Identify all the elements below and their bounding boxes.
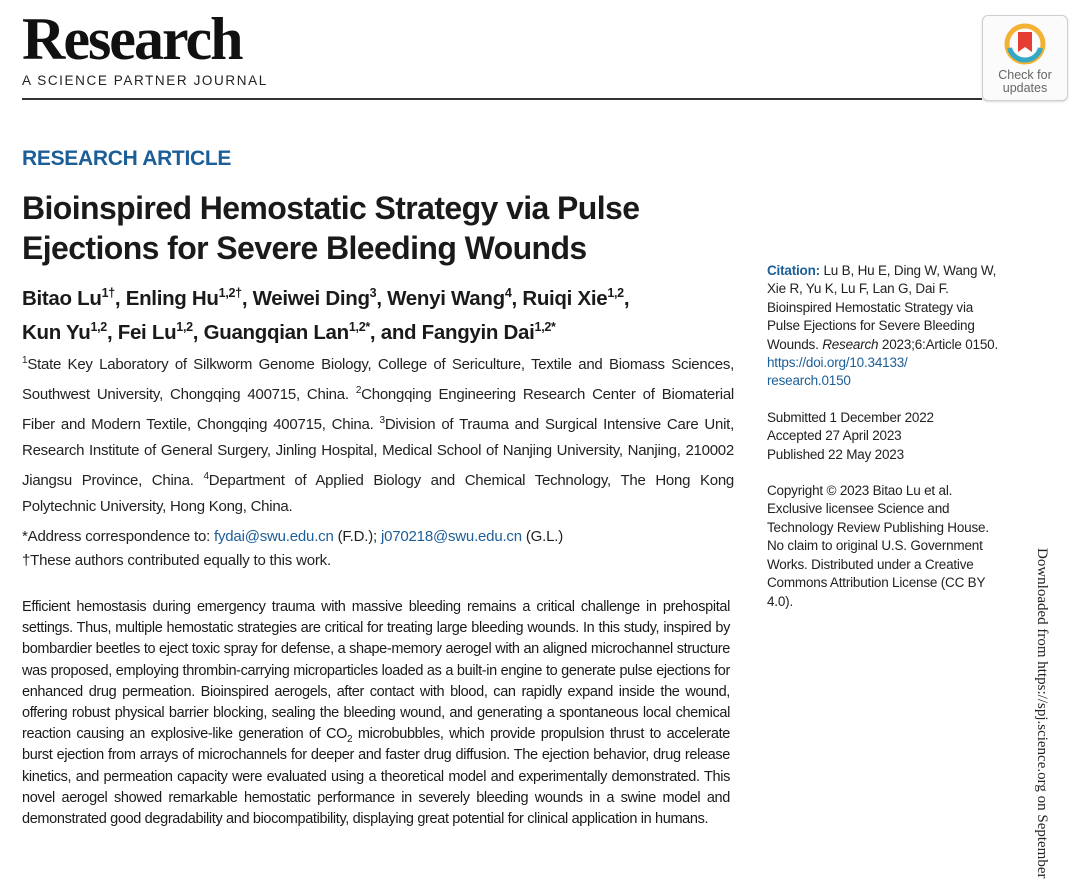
equal-contribution-note: †These authors contributed equally to this work.	[22, 552, 331, 569]
journal-name: Research	[22, 6, 242, 72]
affiliation: Division of Trauma and Surgical Intensive Care Unit, Research Institute of General Surgery, Jinling Hospital, Medical School of Nanjing University, Nanjing, 210002 Jiangsu Province, China.	[22, 416, 734, 489]
author: Wenyi Wang$^4$,	[387, 286, 523, 310]
affiliation: Department of Applied Biology and Chemical Technology, The Hong Kong Polytechnic University, Hong Kong, China.	[22, 472, 734, 515]
article-type-label: RESEARCH ARTICLE	[22, 147, 232, 170]
abstract: Efficient hemostasis during emergency trauma with massive bleeding remains a critical challenge in prehospital settings. Thus, multiple hemostatic strategies are critical for treating large bleeding wounds. In this study, inspired by bombardier beetles to eject toxic spray for defense, a shape-memory aerogel with an aligned microchannel structure was proposed, employing thrombin-carrying microparticles loaded as a built-in engine to generate pulse ejections for enhanced drug permeation. Bioinspired aerogels, after contact with blood, can rapidly expand inside the wound, offering robust physical barrier blocking, sealing the bleeding wound, and generating a spontaneous local chemical reaction causing an explosive-like generation of $CO_2$ microbubbles, which provide propulsion thrust to accelerate burst ejection from arrays of microchannels for deeper and faster drug diffusion. The ejection behavior, drug release kinetics, and permeation capacity were evaluated using a theoretical model and experimentally demonstrated. This novel aerogel showed remarkable hemostatic performance in severely bleeding wounds in a swine model and demonstrated good degradability and biocompatibility, displaying great potential for clinical application in humans.	[22, 599, 731, 828]
check-for-updates-button[interactable]	[982, 15, 1068, 101]
author: Ruiqi Xie$^{1,2}$,	[522, 286, 630, 310]
author-list	[22, 279, 742, 347]
author: Enling $Hu^{1,2\dagger}$,	[125, 286, 253, 310]
doi-link[interactable]: https://doi.org/10.34133/ research.0150	[767, 355, 908, 389]
publication-dates	[767, 409, 1007, 464]
download-watermark: Downloaded from https://spj.science.org on September	[1034, 548, 1050, 879]
citation-sidebar	[767, 262, 1007, 611]
copyright-notice: Copyright © 2023 Bitao Lu et al. Exclusive licensee Science and Technology Review Publishing House. No claim to original U.S. Government Works. Distributed under a Creative Commons Attribution License (CC BY 4.0).	[767, 483, 989, 609]
bookmark-ring-icon	[1003, 22, 1047, 66]
correspondence-block	[22, 525, 734, 573]
check-for-updates-label: Check for updates	[998, 68, 1052, 95]
email-link-lan[interactable]: j070218@swu.edu.cn	[380, 528, 522, 545]
author: Weiwei Ding$^3$,	[252, 286, 388, 310]
article-title: Bioinspired Hemostatic Strategy via Pulse Ejections for Severe Bleeding Wounds	[22, 190, 640, 266]
correspondence-line: *Address correspondence to: fydai@swu.edu.cn (F.D.); j070218@swu.edu.cn (G.L.)	[22, 528, 563, 545]
author: Fei Lu$^{1,2}$,	[117, 319, 204, 344]
affiliations: $^1$State Key Laboratory of Silkworm Genome Biology, College of Sericulture, Textile and Biomass Sciences, Southwest University, Chongqing 400715, China. $^2$Chongqing Engineering Research Center of Biomaterial Fiber and Modern Textile, Chongqing 400715, China. $^3$Division of Trauma and Surgical Intensive Care Unit, Research Institute of General Surgery, Jinling Hospital, Medical School of Nanjing University, Nanjing, 210002 Jiangsu Province, China. $^4$Department of Applied Biology and Chemical Technology, The Hong Kong Polytechnic University, Hong Kong, China.	[22, 355, 735, 515]
accepted-date: Accepted 27 April 2023	[767, 428, 902, 444]
author: Fangyin Dai$^{1,2*}$	[421, 319, 556, 344]
citation: Citation: Lu B, Hu E, Ding W, Wang W, Xie R, Yu K, Lu F, Lan G, Dai F. Bioinspired Hemostatic Strategy via Pulse Ejections for Severe Bleeding Wounds. Research 2023;6:Article 0150. https://doi.org/10.34133/ research.0150	[767, 263, 999, 389]
author: Bitao $Lu^{1\dagger}$,	[22, 286, 126, 310]
author: Guangqian Lan$^{1,2*}$, and	[203, 319, 422, 344]
author: Kun Yu$^{1,2}$,	[22, 319, 118, 344]
email-link-dai[interactable]: fydai@swu.edu.cn	[214, 528, 334, 545]
submitted-date: Submitted 1 December 2022	[767, 409, 934, 425]
citation-label: Citation:	[767, 263, 820, 278]
affiliation: State Key Laboratory of Silkworm Genome Biology, College of Sericulture, Textile and Biomass Sciences, Southwest University, Chongqing 400715, China.	[22, 356, 734, 403]
affiliation: Chongqing Engineering Research Center of Biomaterial Fiber and Modern Textile, Chongqing 400715, China.	[22, 386, 735, 433]
journal-tagline: A SCIENCE PARTNER JOURNAL	[22, 73, 268, 88]
journal-masthead	[22, 6, 268, 88]
published-date: Published 22 May 2023	[767, 446, 904, 462]
header-divider	[22, 98, 982, 100]
